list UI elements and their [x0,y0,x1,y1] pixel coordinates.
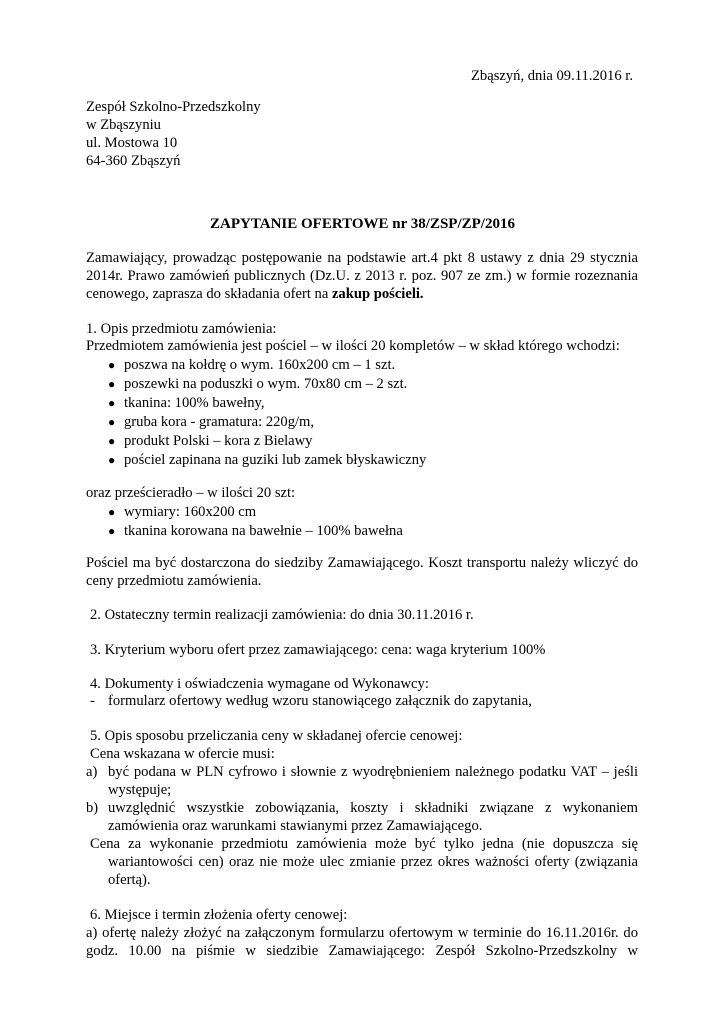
section4-item: formularz ofertowy według wzoru stanowiącego załącznik do zapytania, [108,693,532,709]
section5-heading: 5. Opis sposobu przeliczania ceny w składanej ofercie cenowej: [90,728,463,744]
section5-a-line-2: występuje; [108,782,172,798]
recipient-line-3: ul. Mostowa 10 [86,135,178,151]
section5-c-line-2: wariantowości cen) oraz nie może ulec zmianie przez okres ważności oferty (związania [108,854,638,870]
section1-lead: Przedmiotem zamówienia jest pościel – w ilości 20 kompletów – w skład którego wchodzi: [86,338,620,354]
list-item: poszewki na poduszki o wym. 70x80 cm – 2 szt. [124,376,408,392]
section5-b-line-1: uwzględnić wszystkie zobowiązania, koszty i składniki związane z wykonaniem [108,800,638,816]
recipient-line-1: Zespół Szkolno-Przedszkolny [86,99,261,115]
sheet-lead: oraz prześcieradło – w ilości 20 szt: [86,485,296,501]
intro-line-3-text: cenowego, zaprasza do składania ofert na [86,286,332,302]
bullet-icon: ● [108,396,116,410]
section5-a-marker: a) [86,764,98,780]
delivery-line-1: Pościel ma być dostarczona do siedziby Zamawiającego. Koszt transportu należy wliczyć do [86,555,638,571]
list-item: tkanina korowana na bawełnie – 100% bawełna [124,523,403,539]
intro-line-1: Zamawiający, prowadząc postępowanie na podstawie art.4 pkt 8 ustawy z dnia 29 stycznia [86,250,638,266]
section5-c-line-3: ofertą). [108,872,151,888]
list-item: tkanina: 100% bawełny, [124,395,265,411]
section6-line-1: a) ofertę należy złożyć na załączonym formularzu ofertowym w terminie do 16.11.2016r. do [86,925,638,941]
document-title: ZAPYTANIE OFERTOWE nr 38/ZSP/ZP/2016 [210,216,515,232]
recipient-line-2: w Zbąszyniu [86,117,161,133]
section5-a-line-1: być podana w PLN cyfrowo i słownie z wyodrębnieniem należnego podatku VAT – jeśli [108,764,638,780]
section3-text: 3. Kryterium wyboru ofert przez zamawiającego: cena: waga kryterium 100% [90,642,546,658]
bullet-icon: ● [108,524,116,538]
section6-heading: 6. Miejsce i termin złożenia oferty cenowej: [90,907,348,923]
intro-line-2: 2014r. Prawo zamówień publicznych (Dz.U. z 2013 r. poz. 907 ze zm.) w formie rozeznania [86,268,638,284]
list-item: poszwa na kołdrę o wym. 160x200 cm – 1 szt. [124,357,396,373]
list-item: wymiary: 160x200 cm [124,504,257,520]
bullet-icon: ● [108,505,116,519]
section5-lead: Cena wskazana w ofercie musi: [90,746,275,762]
section5-b-marker: b) [86,800,99,816]
intro-subject: zakup pościeli. [331,286,424,302]
date-line: Zbąszyń, dnia 09.11.2016 r. [471,68,633,84]
delivery-line-2: ceny przedmiotu zamówienia. [86,573,262,589]
bullet-icon: ● [108,377,116,391]
recipient-line-4: 64-360 Zbąszyń [86,153,181,169]
bullet-icon: ● [108,415,116,429]
section1-heading: 1. Opis przedmiotu zamówienia: [86,321,277,337]
list-item: produkt Polski – kora z Bielawy [124,433,313,449]
section4-dash: - [90,693,95,709]
bullet-icon: ● [108,358,116,372]
section5-c-line-1: Cena za wykonanie przedmiotu zamówienia może być tylko jedna (nie dopuszcza się [90,836,638,852]
list-item: pościel zapinana na guziki lub zamek błyskawiczny [124,452,427,468]
bullet-icon: ● [108,434,116,448]
section5-b-line-2: zamówienia oraz warunkami stawianymi przez Zamawiającego. [108,818,483,834]
section6-line-2: godz. 10.00 na piśmie w siedzibie Zamawiającego: Zespół Szkolno-Przedszkolny w [86,943,638,959]
section2-text: 2. Ostateczny termin realizacji zamówienia: do dnia 30.11.2016 r. [90,607,474,623]
section4-heading: 4. Dokumenty i oświadczenia wymagane od Wykonawcy: [90,676,429,692]
bullet-icon: ● [108,453,116,467]
intro-line-3 [86,285,424,303]
list-item: gruba kora - gramatura: 220g/m, [124,414,315,430]
